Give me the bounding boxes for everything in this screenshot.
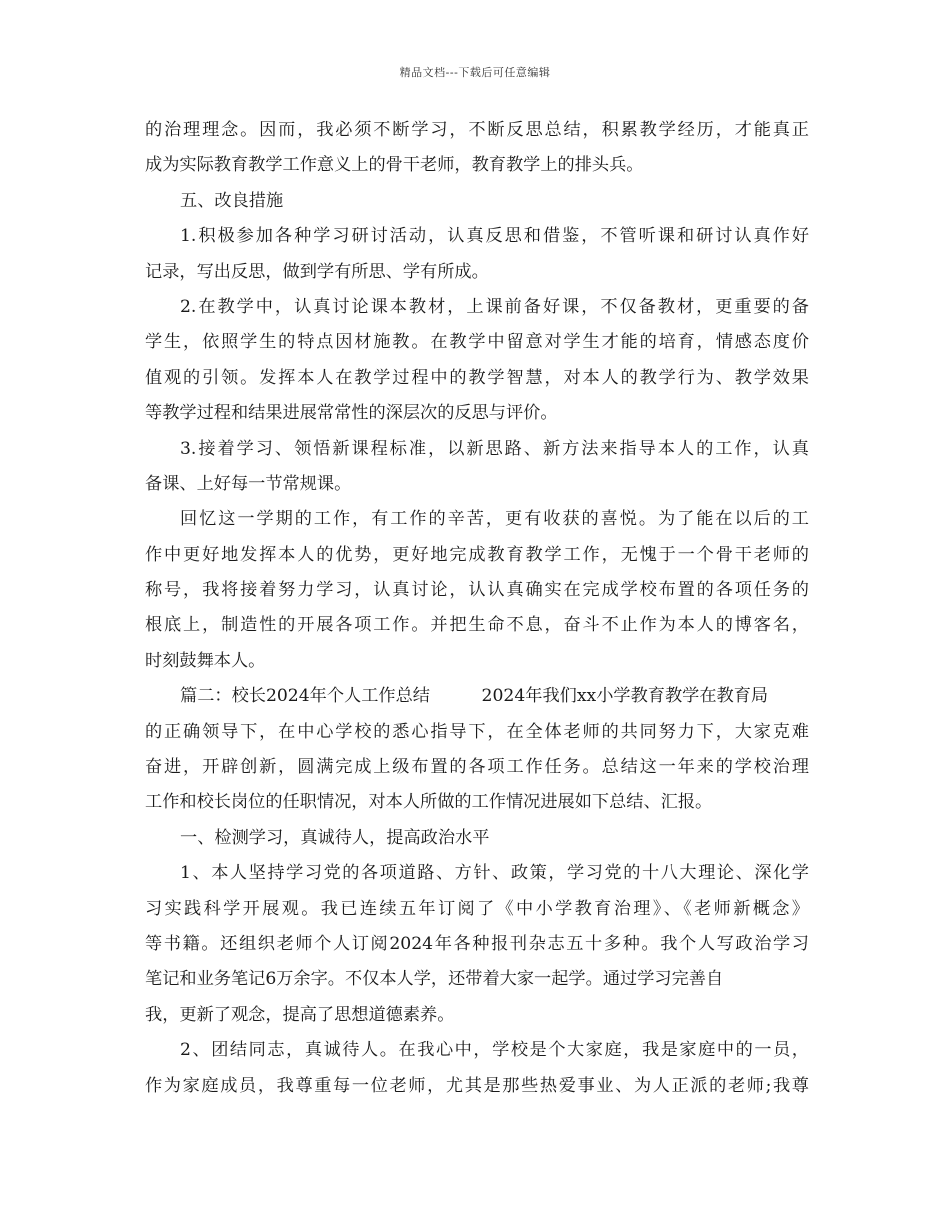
text-line: 的治理理念。因而，我必须不断学习，不断反思总结，积累教学经历，才能真正 xyxy=(145,120,809,140)
text-line: 等教学过程和结果进展常常性的深层次的反思与评价。 xyxy=(145,403,558,424)
text-line: 根底上，制造性的开展各项工作。并把生命不息，奋斗不止作为本人的博客名， xyxy=(145,615,809,636)
text-line: 1、本人坚持学习党的各项道路、方针、政策，学习党的十八大理论、深化学 xyxy=(180,863,809,884)
text-line: 等书籍。还组织老师个人订阅2024年各种报刊杂志五十多种。我个人写政治学习 xyxy=(145,933,809,954)
text-line: 记录，写出反思，做到学有所思、学有所成。 xyxy=(145,261,489,282)
text-line: 我，更新了观念，提高了思想道德素养。 xyxy=(145,1004,455,1025)
text-line: 成为实际教育教学工作意义上的骨干老师，教育教学上的排头兵。 xyxy=(145,155,644,176)
text-line: 工作和校长岗位的任职情况，对本人所做的工作情况进展如下总结、汇报。 xyxy=(145,792,713,813)
text-line: 作中更好地发挥本人的优势，更好地完成教育教学工作，无愧于一个骨干老师的 xyxy=(145,544,809,565)
text-line: 作为家庭成员，我尊重每一位老师，尤其是那些热爱事业、为人正派的老师;我尊 xyxy=(145,1075,809,1096)
text-line: 3.接着学习、领悟新课程标准，以新思路、新方法来指导本人的工作，认真 xyxy=(180,438,809,459)
text-line: 奋进，开辟创新，圆满完成上级布置的各项工作任务。总结这一年来的学校治理 xyxy=(145,757,809,778)
text-line: 1.积极参加各种学习研讨活动，认真反思和借鉴，不管听课和研讨认真作好 xyxy=(180,226,809,247)
text-line: 时刻鼓舞本人。 xyxy=(145,650,266,671)
text-line: 称号，我将接着努力学习，认真讨论，认认真确实在完成学校布置的各项任务的 xyxy=(145,580,809,601)
text-line: 备课、上好每一节常规课。 xyxy=(145,473,352,494)
text-line: 学生，依照学生的特点因材施教。在教学中留意对学生才能的培育，情感态度价 xyxy=(145,332,809,353)
text-line: 的正确领导下，在中心学校的悉心指导下，在全体老师的共同努力下，大家克难 xyxy=(145,721,809,742)
text-line: 五、改良措施 xyxy=(180,190,284,211)
text-line: 习实践科学开展观。我已连续五年订阅了《中小学教育治理》、《老师新概念》 xyxy=(145,898,809,919)
page-header: 精品文档---下载后可任意编辑 xyxy=(399,66,551,79)
text-line: 2.在教学中，认真讨论课本教材，上课前备好课，不仅备教材，更重要的备 xyxy=(180,296,809,317)
text-line: 一、检测学习，真诚待人，提高政治水平 xyxy=(180,827,490,848)
text-line: 回忆这一学期的工作，有工作的辛苦，更有收获的喜悦。为了能在以后的工 xyxy=(180,509,809,530)
text-line: 笔记和业务笔记6万余字。不仅本人学，还带着大家一起学。通过学习完善自 xyxy=(145,969,724,990)
text-line: 篇二：校长2024年个人工作总结 2024年我们xx小学教育教学在教育局 xyxy=(180,686,769,707)
text-line: 2、团结同志，真诚待人。在我心中，学校是个大家庭，我是家庭中的一员， xyxy=(180,1040,809,1061)
document-body xyxy=(145,113,809,1104)
text-line: 值观的引领。发挥本人在教学过程中的教学智慧，对本人的教学行为、教学效果 xyxy=(145,367,809,388)
